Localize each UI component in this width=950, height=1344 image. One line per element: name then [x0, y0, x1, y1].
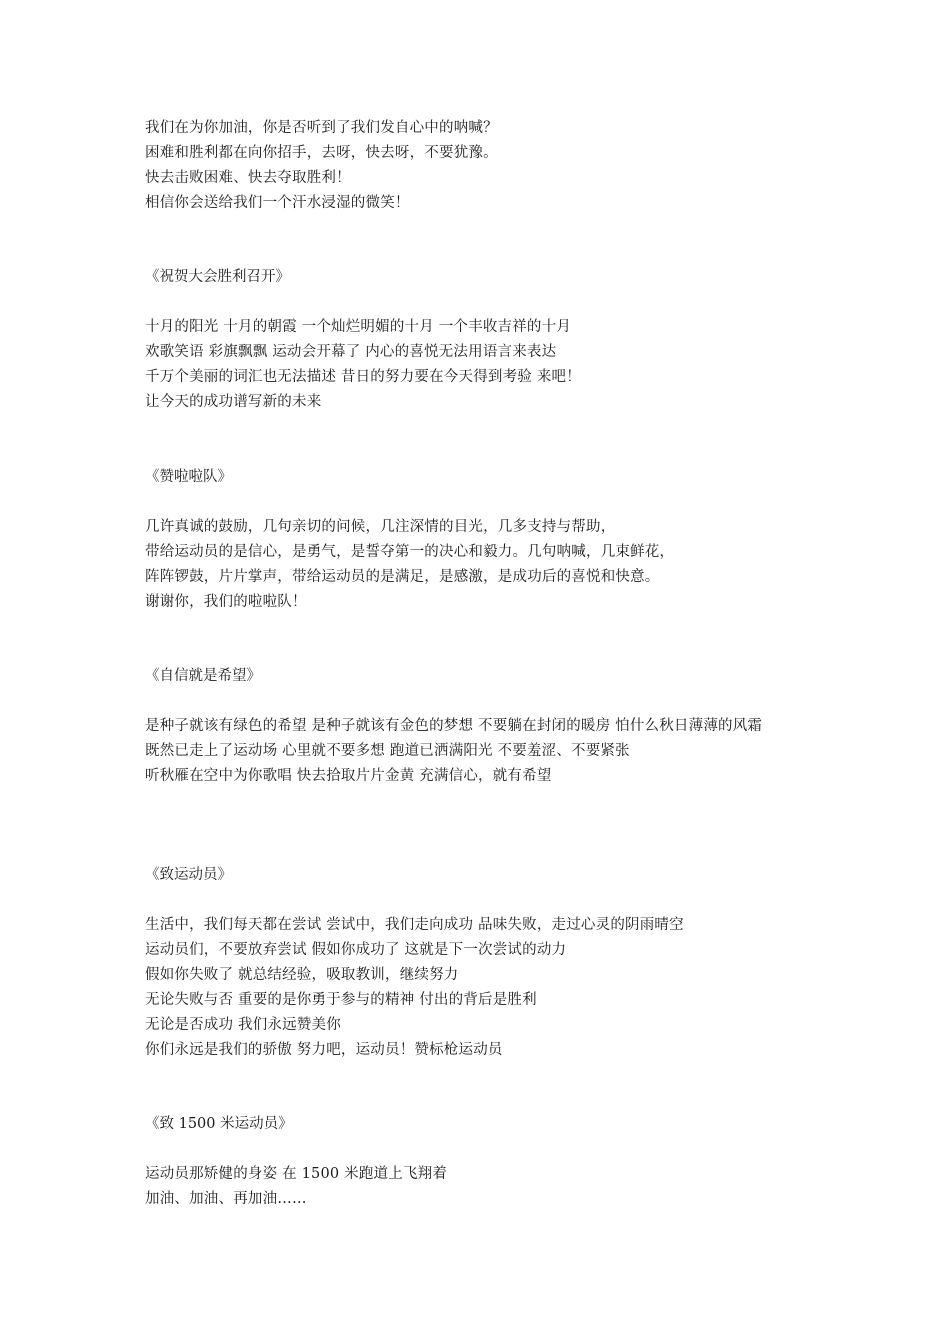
- text-line: 让今天的成功谱写新的未来: [145, 394, 322, 410]
- text-line: 生活中，我们每天都在尝试 尝试中，我们走向成功 品味失败，走过心灵的阴雨晴空: [145, 917, 684, 933]
- text-line: 快去击败困难、快去夺取胜利！: [145, 170, 351, 186]
- text-line: 运动员们，不要放弃尝试 假如你成功了 这就是下一次尝试的动力: [145, 942, 567, 958]
- poem-body: [145, 714, 810, 789]
- text-line: 既然已走上了运动场 心里就不要多想 跑道已洒满阳光 不要羞涩、不要紧张: [145, 743, 630, 759]
- text-line: 欢歌笑语 彩旗飘飘 运动会开幕了 内心的喜悦无法用语言来表达: [145, 344, 557, 360]
- text-line: 听秋雁在空中为你歌唱 快去拾取片片金黄 充满信心，就有希望: [145, 768, 552, 784]
- text-line: 加油、加油、再加油……: [145, 1191, 307, 1207]
- text-line: 是种子就该有绿色的希望 是种子就该有金色的梦想 不要躺在封闭的暖房 怕什么秋日薄薄的风霜: [145, 718, 763, 734]
- text-line: 阵阵锣鼓，片片掌声，带给运动员的是满足，是感激，是成功后的喜悦和快意。: [145, 569, 660, 585]
- poem-body: [145, 913, 825, 1063]
- poem-body: [145, 515, 825, 615]
- text-line: 假如你失败了 就总结经验，吸取教训，继续努力: [145, 967, 459, 983]
- text-line: 十月的阳光 十月的朝霞 一个灿烂明媚的十月 一个丰收吉祥的十月: [145, 319, 572, 335]
- text-line: 困难和胜利都在向你招手，去呀，快去呀，不要犹豫。: [145, 145, 498, 161]
- poem-body: [145, 315, 825, 415]
- poem-title: [145, 465, 825, 490]
- poem-title: [145, 863, 825, 888]
- poem-title-text: 《自信就是希望》: [145, 668, 261, 684]
- text-line: 无论失败与否 重要的是你勇于参与的精神 付出的背后是胜利: [145, 992, 537, 1008]
- text-line: 运动员那矫健的身姿 在 1500 米跑道上飞翔着: [145, 1166, 448, 1182]
- poem-title-text: 《致运动员》: [145, 867, 232, 883]
- text-line: 带给运动员的是信心，是勇气，是誓夺第一的决心和毅力。几句呐喊，几束鲜花，: [145, 544, 675, 560]
- poem-body: [145, 1162, 825, 1212]
- poem-title: [145, 1112, 825, 1137]
- poem-title: [145, 265, 825, 290]
- poem-title-text: 《致 1500 米运动员》: [145, 1116, 293, 1132]
- text-line: 你们永远是我们的骄傲 努力吧，运动员！赞标枪运动员: [145, 1042, 503, 1058]
- poem-title-text: 《祝贺大会胜利召开》: [145, 269, 290, 285]
- text-line: 无论是否成功 我们永远赞美你: [145, 1017, 341, 1033]
- intro-paragraph: [145, 116, 825, 216]
- text-line: 相信你会送给我们一个汗水浸湿的微笑！: [145, 195, 410, 211]
- poem-title-text: 《赞啦啦队》: [145, 469, 232, 485]
- text-line: 千万个美丽的词汇也无法描述 昔日的努力要在今天得到考验 来吧！: [145, 369, 581, 385]
- text-line: 我们在为你加油，你是否听到了我们发自心中的呐喊？: [145, 120, 498, 136]
- text-line: 几许真诚的鼓励，几句亲切的问候，几注深情的目光，几多支持与帮助，: [145, 519, 616, 535]
- poem-title: [145, 664, 825, 689]
- text-line: 谢谢你，我们的啦啦队！: [145, 594, 307, 610]
